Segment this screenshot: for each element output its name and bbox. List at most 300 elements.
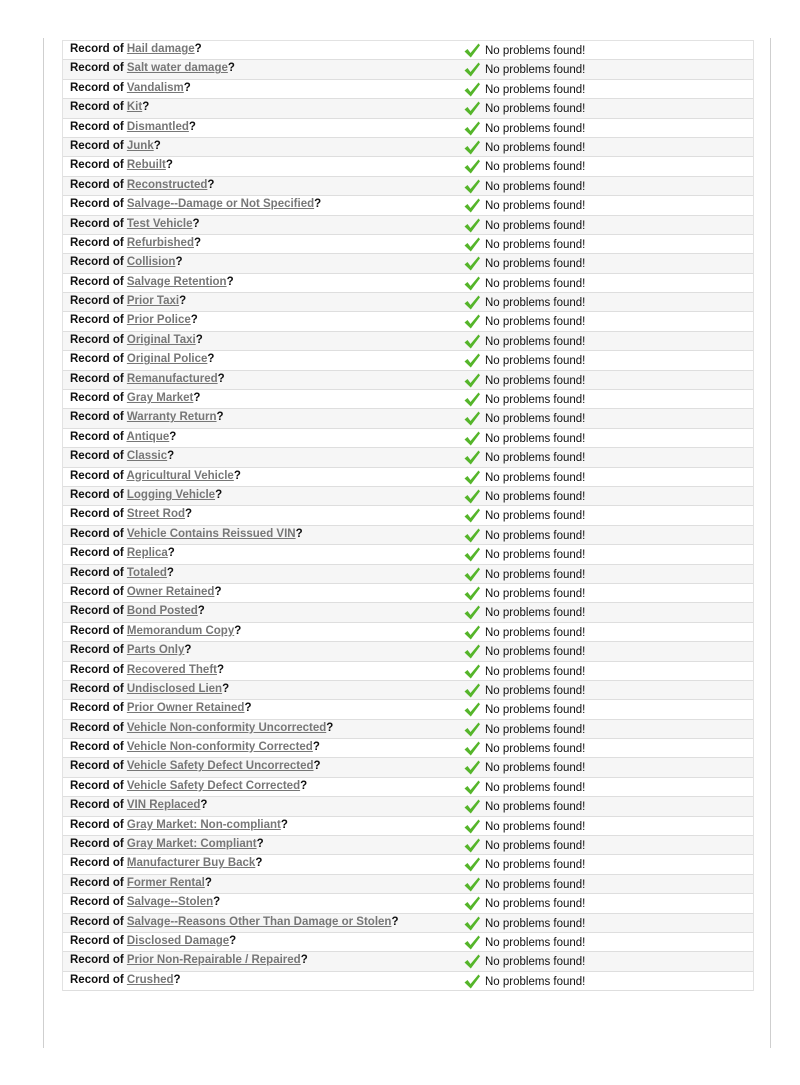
checkmark-icon — [463, 255, 481, 272]
record-label — [70, 43, 202, 55]
checkmark-icon — [463, 895, 481, 912]
status-text: No problems found! — [485, 723, 586, 736]
record-type-link[interactable]: Agricultural Vehicle — [126, 469, 234, 482]
status-text: No problems found! — [485, 936, 586, 949]
record-prefix: Record of — [70, 799, 127, 812]
table-row — [63, 448, 753, 467]
record-prefix: Record of — [70, 178, 127, 191]
record-suffix: ? — [207, 178, 215, 191]
record-suffix: ? — [200, 799, 208, 812]
record-suffix: ? — [256, 838, 264, 851]
checkmark-icon — [463, 546, 481, 563]
record-prefix: Record of — [70, 566, 127, 579]
record-type-link[interactable]: Prior Police — [126, 314, 191, 327]
table-row — [63, 720, 753, 739]
table-row — [63, 797, 753, 816]
checkmark-icon — [463, 391, 481, 408]
status-text: No problems found! — [485, 180, 586, 193]
status-text: No problems found! — [485, 316, 586, 329]
table-row — [63, 293, 753, 312]
record-label — [70, 741, 320, 753]
checkmark-icon — [463, 721, 481, 738]
record-prefix: Record of — [70, 81, 127, 94]
record-type-link[interactable]: Hail damage — [126, 43, 195, 55]
record-label — [70, 198, 321, 210]
checkmark-icon — [463, 604, 481, 621]
table-row — [63, 526, 753, 545]
table-row — [63, 371, 753, 390]
record-suffix: ? — [313, 760, 321, 773]
record-prefix: Record of — [70, 702, 127, 715]
record-label — [70, 295, 186, 307]
table-row — [63, 603, 753, 622]
record-suffix: ? — [326, 721, 334, 734]
table-row — [63, 254, 753, 273]
record-type-link[interactable]: Gray Market — [126, 392, 194, 405]
checkmark-icon — [463, 313, 481, 330]
record-prefix: Record of — [70, 915, 127, 928]
status-text: No problems found! — [485, 355, 586, 368]
status-text: No problems found! — [485, 743, 586, 756]
table-row — [63, 351, 753, 370]
checkmark-icon — [463, 372, 481, 389]
table-row — [63, 274, 753, 293]
checkmark-icon — [463, 837, 481, 854]
record-type-link[interactable]: Street Rod — [126, 508, 186, 521]
status-text: No problems found! — [485, 820, 586, 833]
record-label — [70, 373, 225, 385]
status-text: No problems found! — [485, 452, 586, 465]
status-text: No problems found! — [485, 432, 586, 445]
record-suffix: ? — [314, 198, 322, 211]
record-type-link[interactable]: Vehicle Safety Defect Uncorrected — [126, 760, 314, 773]
checkmark-icon — [463, 759, 481, 776]
record-label — [70, 353, 214, 365]
record-type-link[interactable]: Warranty Return — [126, 411, 217, 424]
checkmark-icon — [463, 701, 481, 718]
record-suffix: ? — [175, 256, 183, 269]
record-prefix: Record of — [70, 741, 127, 754]
checkmark-icon — [463, 779, 481, 796]
record-suffix: ? — [255, 857, 263, 870]
record-prefix: Record of — [70, 954, 127, 967]
checkmark-icon — [463, 61, 481, 78]
record-label — [70, 683, 229, 695]
record-label — [70, 586, 221, 598]
record-suffix: ? — [179, 295, 187, 308]
status-text: No problems found! — [485, 665, 586, 678]
table-row — [63, 623, 753, 642]
checkmark-icon — [463, 430, 481, 447]
record-label — [70, 121, 196, 133]
record-type-link[interactable]: Bond Posted — [126, 605, 198, 618]
record-suffix: ? — [233, 469, 241, 482]
checkmark-icon — [463, 469, 481, 486]
record-prefix: Record of — [70, 469, 127, 482]
record-prefix: Record of — [70, 547, 127, 560]
record-type-link[interactable]: Dismantled — [126, 120, 189, 133]
record-suffix: ? — [167, 547, 175, 560]
checkmark-icon — [463, 818, 481, 835]
record-label — [70, 508, 192, 520]
record-type-link[interactable]: Manufacturer Buy Back — [126, 857, 256, 870]
record-prefix: Record of — [70, 857, 127, 870]
record-prefix: Record of — [70, 721, 127, 734]
record-prefix: Record of — [70, 411, 127, 424]
record-suffix: ? — [204, 876, 212, 889]
record-suffix: ? — [217, 372, 225, 385]
status-text: No problems found! — [485, 762, 586, 775]
record-label — [70, 664, 224, 676]
checkmark-icon — [463, 139, 481, 156]
record-label — [70, 528, 303, 540]
record-type-link[interactable]: Gray Market: Compliant — [126, 838, 257, 851]
record-prefix: Record of — [70, 876, 127, 889]
record-type-link[interactable]: Salvage Retention — [126, 275, 227, 288]
record-label — [70, 896, 220, 908]
record-label — [70, 334, 203, 346]
record-prefix: Record of — [70, 624, 127, 637]
record-prefix: Record of — [70, 585, 127, 598]
record-label — [70, 218, 200, 230]
status-text: No problems found! — [485, 975, 586, 988]
title-records-table — [62, 40, 754, 991]
record-suffix: ? — [214, 585, 222, 598]
record-suffix: ? — [300, 954, 308, 967]
record-label — [70, 547, 175, 559]
record-prefix: Record of — [70, 779, 127, 792]
table-row — [63, 41, 753, 60]
record-suffix: ? — [227, 62, 235, 75]
checkmark-icon — [463, 507, 481, 524]
table-row — [63, 429, 753, 448]
record-type-link[interactable]: Rebuilt — [126, 159, 166, 172]
record-prefix: Record of — [70, 508, 127, 521]
table-row — [63, 80, 753, 99]
checkmark-icon — [463, 915, 481, 932]
status-text: No problems found! — [485, 490, 586, 503]
checkmark-icon — [463, 527, 481, 544]
checkmark-icon — [463, 876, 481, 893]
checkmark-icon — [463, 488, 481, 505]
record-prefix: Record of — [70, 198, 127, 211]
record-prefix: Record of — [70, 663, 127, 676]
record-label — [70, 62, 235, 74]
checkmark-icon — [463, 566, 481, 583]
status-text: No problems found! — [485, 781, 586, 794]
record-suffix: ? — [169, 430, 177, 443]
status-text: No problems found! — [485, 122, 586, 135]
table-row — [63, 138, 753, 157]
checkmark-icon — [463, 934, 481, 951]
record-label — [70, 877, 212, 889]
record-suffix: ? — [193, 236, 201, 249]
record-prefix: Record of — [70, 838, 127, 851]
status-text: No problems found! — [485, 219, 586, 232]
record-suffix: ? — [216, 411, 224, 424]
table-row — [63, 875, 753, 894]
record-prefix: Record of — [70, 43, 127, 55]
record-type-link[interactable]: Test Vehicle — [126, 217, 193, 230]
status-text: No problems found! — [485, 646, 586, 659]
checkmark-icon — [463, 81, 481, 98]
status-text: No problems found! — [485, 859, 586, 872]
checkmark-icon — [463, 275, 481, 292]
record-type-link[interactable]: Replica — [126, 547, 168, 560]
record-type-link[interactable]: Original Taxi — [126, 333, 196, 346]
table-row — [63, 390, 753, 409]
record-type-link[interactable]: Classic — [126, 450, 168, 463]
record-type-link[interactable]: Refurbished — [126, 236, 194, 249]
table-row — [63, 196, 753, 215]
status-text: No problems found! — [485, 335, 586, 348]
record-label — [70, 838, 264, 850]
table-row — [63, 836, 753, 855]
record-type-link[interactable]: Salt water damage — [126, 62, 228, 75]
record-label — [70, 954, 308, 966]
status-text: No problems found! — [485, 103, 586, 116]
checkmark-icon — [463, 100, 481, 117]
record-suffix: ? — [167, 450, 175, 463]
record-label — [70, 799, 207, 811]
checkmark-icon — [463, 643, 481, 660]
record-label — [70, 644, 191, 656]
record-suffix: ? — [165, 159, 173, 172]
record-type-link[interactable]: Collision — [126, 256, 176, 269]
record-type-link[interactable]: Reconstructed — [126, 178, 208, 191]
table-row — [63, 119, 753, 138]
checkmark-icon — [463, 682, 481, 699]
record-type-link[interactable]: Memorandum Copy — [126, 624, 235, 637]
checkmark-icon — [463, 217, 481, 234]
table-row — [63, 487, 753, 506]
record-label — [70, 489, 222, 501]
record-type-link[interactable]: Disclosed Damage — [126, 934, 230, 947]
table-row — [63, 312, 753, 331]
status-text: No problems found! — [485, 917, 586, 930]
record-suffix: ? — [193, 392, 201, 405]
record-prefix: Record of — [70, 430, 127, 443]
record-label — [70, 780, 307, 792]
record-type-link[interactable]: Gray Market: Non-compliant — [126, 818, 281, 831]
record-prefix: Record of — [70, 295, 127, 308]
record-label — [70, 256, 182, 268]
checkmark-icon — [463, 333, 481, 350]
record-prefix: Record of — [70, 333, 127, 346]
table-row — [63, 642, 753, 661]
record-type-link[interactable]: Owner Retained — [126, 585, 215, 598]
record-prefix: Record of — [70, 353, 127, 366]
record-type-link[interactable]: Vehicle Contains Reissued VIN — [126, 527, 296, 540]
record-suffix: ? — [312, 741, 320, 754]
record-suffix: ? — [222, 682, 230, 695]
checkmark-icon — [463, 294, 481, 311]
record-type-link[interactable]: Recovered Theft — [126, 663, 217, 676]
record-suffix: ? — [234, 624, 242, 637]
table-row — [63, 681, 753, 700]
record-prefix: Record of — [70, 488, 127, 501]
checkmark-icon — [463, 449, 481, 466]
table-row — [63, 972, 753, 991]
record-label — [70, 605, 205, 617]
record-prefix: Record of — [70, 120, 127, 133]
checkmark-icon — [463, 973, 481, 990]
record-suffix: ? — [173, 973, 181, 986]
record-type-link[interactable]: Kit — [126, 101, 143, 114]
record-suffix: ? — [192, 217, 200, 230]
table-row — [63, 177, 753, 196]
table-row — [63, 914, 753, 933]
record-type-link[interactable]: Prior Non-Repairable / Repaired — [126, 954, 301, 967]
record-prefix: Record of — [70, 644, 127, 657]
record-label — [70, 101, 149, 113]
record-type-link[interactable]: Vandalism — [126, 81, 184, 94]
record-prefix: Record of — [70, 450, 127, 463]
status-text: No problems found! — [485, 374, 586, 387]
table-row — [63, 235, 753, 254]
record-suffix: ? — [213, 896, 221, 909]
record-label — [70, 179, 214, 191]
checkmark-icon — [463, 197, 481, 214]
status-text: No problems found! — [485, 840, 586, 853]
status-text: No problems found! — [485, 141, 586, 154]
record-label — [70, 857, 262, 869]
table-row — [63, 409, 753, 428]
record-label — [70, 411, 224, 423]
status-text: No problems found! — [485, 238, 586, 251]
record-type-link[interactable]: Logging Vehicle — [126, 488, 216, 501]
record-prefix: Record of — [70, 159, 127, 172]
checkmark-icon — [463, 410, 481, 427]
record-type-link[interactable]: Salvage--Stolen — [126, 896, 214, 909]
record-suffix: ? — [190, 314, 198, 327]
record-type-link[interactable]: VIN Replaced — [126, 799, 201, 812]
checkmark-icon — [463, 585, 481, 602]
table-row — [63, 758, 753, 777]
status-text: No problems found! — [485, 878, 586, 891]
record-type-link[interactable]: Salvage--Reasons Other Than Damage or Stolen — [126, 915, 392, 928]
record-suffix: ? — [142, 101, 150, 114]
record-label — [70, 567, 174, 579]
status-text: No problems found! — [485, 801, 586, 814]
record-label — [70, 625, 241, 637]
checkmark-icon — [463, 856, 481, 873]
record-suffix: ? — [188, 120, 196, 133]
record-prefix: Record of — [70, 605, 127, 618]
record-label — [70, 314, 198, 326]
checkmark-icon — [463, 352, 481, 369]
record-prefix: Record of — [70, 101, 127, 114]
record-type-link[interactable]: Antique — [126, 430, 170, 443]
table-row — [63, 700, 753, 719]
record-type-link[interactable]: Junk — [126, 139, 154, 152]
table-row — [63, 855, 753, 874]
record-label — [70, 276, 234, 288]
checkmark-icon — [463, 624, 481, 641]
record-label — [70, 916, 398, 928]
record-suffix: ? — [166, 566, 174, 579]
record-label — [70, 431, 176, 443]
record-prefix: Record of — [70, 275, 127, 288]
record-type-link[interactable]: Remanufactured — [126, 372, 218, 385]
status-text: No problems found! — [485, 898, 586, 911]
checkmark-icon — [463, 236, 481, 253]
record-type-link[interactable]: Vehicle Safety Defect Corrected — [126, 779, 301, 792]
record-prefix: Record of — [70, 372, 127, 385]
record-prefix: Record of — [70, 760, 127, 773]
record-prefix: Record of — [70, 217, 127, 230]
status-text: No problems found! — [485, 704, 586, 717]
record-label — [70, 760, 321, 772]
record-prefix: Record of — [70, 818, 127, 831]
record-type-link[interactable]: Former Rental — [126, 876, 205, 889]
record-suffix: ? — [391, 915, 399, 928]
status-text: No problems found! — [485, 587, 586, 600]
checkmark-icon — [463, 953, 481, 970]
record-type-link[interactable]: Original Police — [126, 353, 208, 366]
record-type-link[interactable]: Vehicle Non-conformity Corrected — [126, 741, 313, 754]
record-prefix: Record of — [70, 682, 127, 695]
record-prefix: Record of — [70, 314, 127, 327]
status-text: No problems found! — [485, 510, 586, 523]
record-suffix: ? — [280, 818, 288, 831]
checkmark-icon — [463, 798, 481, 815]
table-row — [63, 60, 753, 79]
record-prefix: Record of — [70, 256, 127, 269]
record-type-link[interactable]: Prior Owner Retained — [126, 702, 245, 715]
status-text: No problems found! — [485, 394, 586, 407]
status-text: No problems found! — [485, 568, 586, 581]
status-text: No problems found! — [485, 607, 586, 620]
status-text: No problems found! — [485, 161, 586, 174]
table-row — [63, 952, 753, 971]
status-text: No problems found! — [485, 529, 586, 542]
record-type-link[interactable]: Crushed — [126, 973, 174, 986]
table-row — [63, 545, 753, 564]
record-type-link[interactable]: Totaled — [126, 566, 167, 579]
record-label — [70, 159, 173, 171]
status-text: No problems found! — [485, 297, 586, 310]
record-suffix: ? — [185, 508, 193, 521]
status-text: No problems found! — [485, 471, 586, 484]
record-type-link[interactable]: Prior Taxi — [126, 295, 180, 308]
record-type-link[interactable]: Parts Only — [126, 644, 185, 657]
table-row — [63, 584, 753, 603]
table-row — [63, 894, 753, 913]
record-suffix: ? — [183, 81, 191, 94]
table-row — [63, 99, 753, 118]
checkmark-icon — [463, 120, 481, 137]
status-text: No problems found! — [485, 45, 586, 57]
record-label — [70, 974, 181, 986]
record-type-link[interactable]: Undisclosed Lien — [126, 682, 223, 695]
record-type-link[interactable]: Salvage--Damage or Not Specified — [126, 198, 315, 211]
record-suffix: ? — [195, 333, 203, 346]
record-prefix: Record of — [70, 527, 127, 540]
status-text: No problems found! — [485, 83, 586, 96]
record-label — [70, 140, 161, 152]
table-row — [63, 817, 753, 836]
status-text: No problems found! — [485, 626, 586, 639]
record-suffix: ? — [207, 353, 215, 366]
record-label — [70, 450, 174, 462]
record-label — [70, 237, 201, 249]
record-label — [70, 702, 252, 714]
status-text: No problems found! — [485, 277, 586, 290]
record-type-link[interactable]: Vehicle Non-conformity Uncorrected — [126, 721, 327, 734]
record-prefix: Record of — [70, 236, 127, 249]
page-border-right — [770, 38, 771, 1048]
